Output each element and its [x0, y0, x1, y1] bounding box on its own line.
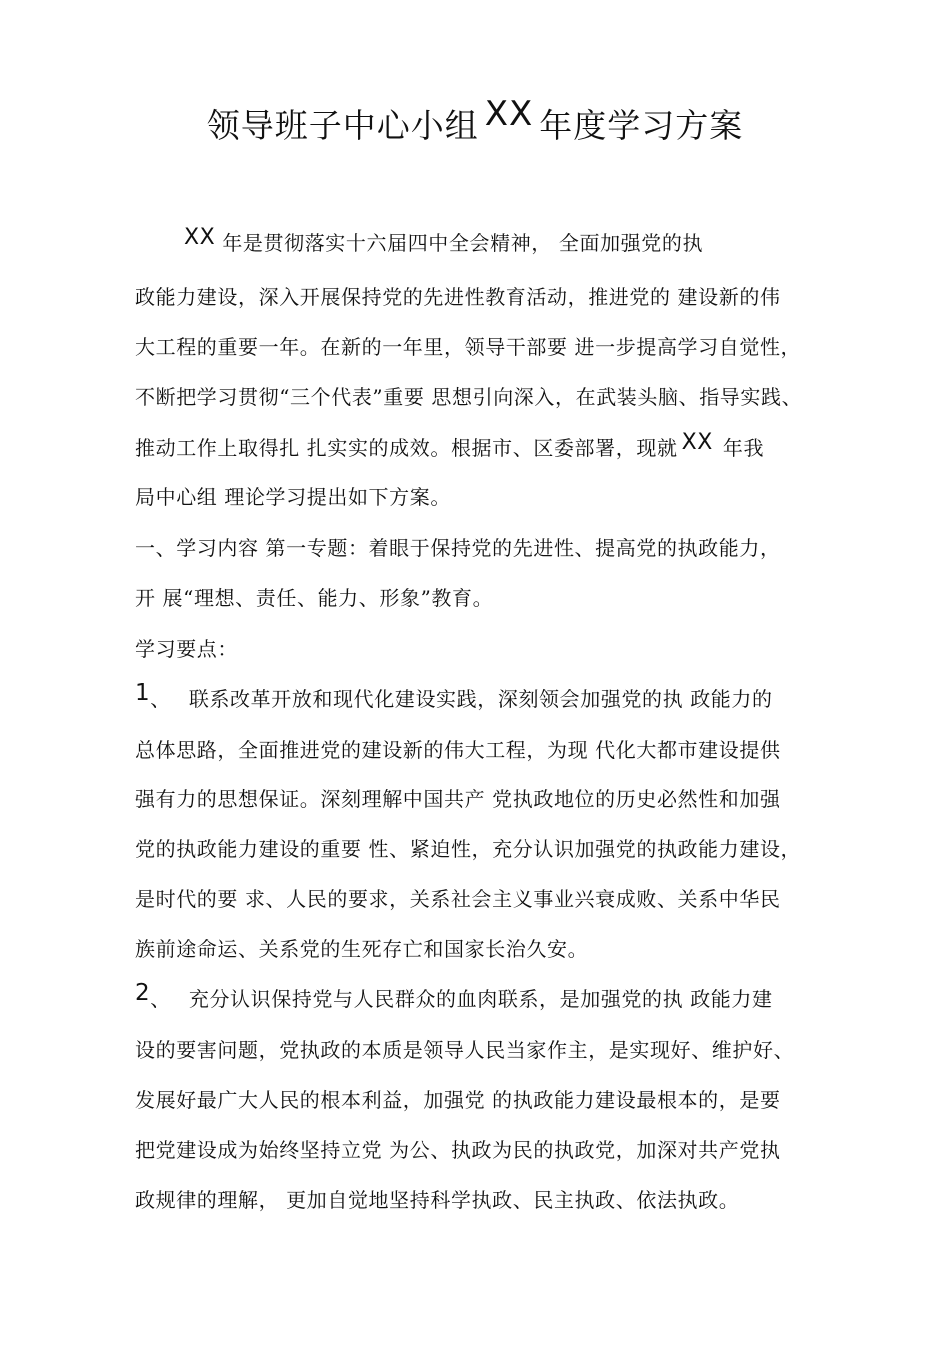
point-1-line-4: 党的执政能力建设的重要 性、紧迫性，充分认识加强党的执政能力建设， [135, 837, 802, 861]
point-2-line-2: 设的要害问题，党执政的本质是领导人民当家作主，是实现好、维护好、 [135, 1038, 795, 1062]
section-1-line-1: 一、学习内容 第一专题：着眼于保持党的先进性、提高党的执政能力， [135, 536, 781, 560]
section-1-line-2: 开 展“理想、责任、能力、形象”教育。 [135, 586, 494, 610]
intro-line-6: 局中心组 理论学习提出如下方案。 [135, 485, 451, 509]
point-2-line-3: 发展好最广大人民的根本利益，加强党 的执政能力建设最根本的，是要 [135, 1088, 781, 1112]
intro-line-4: 不断把学习贯彻“三个代表”重要 思想引向深入，在武装头脑、指导实践、 [135, 385, 803, 409]
intro-line-2: 政能力建设，深入开展保持党的先进性教育活动，推进党的 建设新的伟 [135, 285, 781, 309]
point-2-line-1 [135, 980, 815, 1014]
point-1-line-3: 强有力的思想保证。深刻理解中国共产 党执政地位的历史必然性和加强 [135, 787, 781, 811]
title-after: 年度学习方案 [539, 106, 744, 145]
point-1-line-1-text: 联系改革开放和现代化建设实践，深刻领会加强党的执 政能力的 [188, 687, 773, 711]
point-2-number: 2 [135, 980, 151, 1006]
point-1-line-1 [135, 680, 815, 714]
point-1-line-2: 总体思路，全面推进党的建设新的伟大工程，为现 代化大都市建设提供 [135, 738, 781, 762]
point-2-line-4: 把党建设成为始终坚持立党 为公、执政为民的执政党，加深对共产党执 [135, 1138, 781, 1162]
intro-line-1 [184, 225, 864, 259]
intro-line-3: 大工程的重要一年。在新的一年里，领导干部要 进一步提高学习自觉性， [135, 335, 802, 359]
intro-year-placeholder: XX [184, 225, 216, 250]
point-1-line-6: 族前途命运、关系党的生死存亡和国家长治久安。 [135, 937, 589, 961]
point-2-line-1-text: 充分认识保持党与人民群众的血肉联系，是加强党的执 政能力建 [188, 987, 773, 1011]
study-points-label: 学习要点： [135, 637, 238, 661]
intro-line-5-after: 年我 [722, 436, 765, 460]
intro-line-5-before: 推动工作上取得扎 扎实实的成效。根据市、区委部署，现就 [135, 436, 678, 460]
intro-line-5-year-placeholder: XX [681, 430, 713, 455]
intro-line-5 [135, 430, 815, 464]
point-1-line-5: 是时代的要 求、人民的要求，关系社会主义事业兴衰成败、关系中华民 [135, 887, 781, 911]
point-2-mark: 、 [150, 987, 171, 1011]
intro-line-1-text: 年是贯彻落实十六届四中全会精神， 全面加强党的执 [222, 231, 704, 255]
point-1-mark: 、 [150, 687, 171, 711]
title-before: 领导班子中心小组 [206, 106, 479, 145]
point-1-number: 1 [135, 680, 151, 706]
document-title [0, 94, 950, 152]
title-year-placeholder: XX [484, 94, 534, 134]
point-2-line-5: 政规律的理解， 更加自觉地坚持科学执政、民主执政、依法执政。 [135, 1188, 740, 1212]
